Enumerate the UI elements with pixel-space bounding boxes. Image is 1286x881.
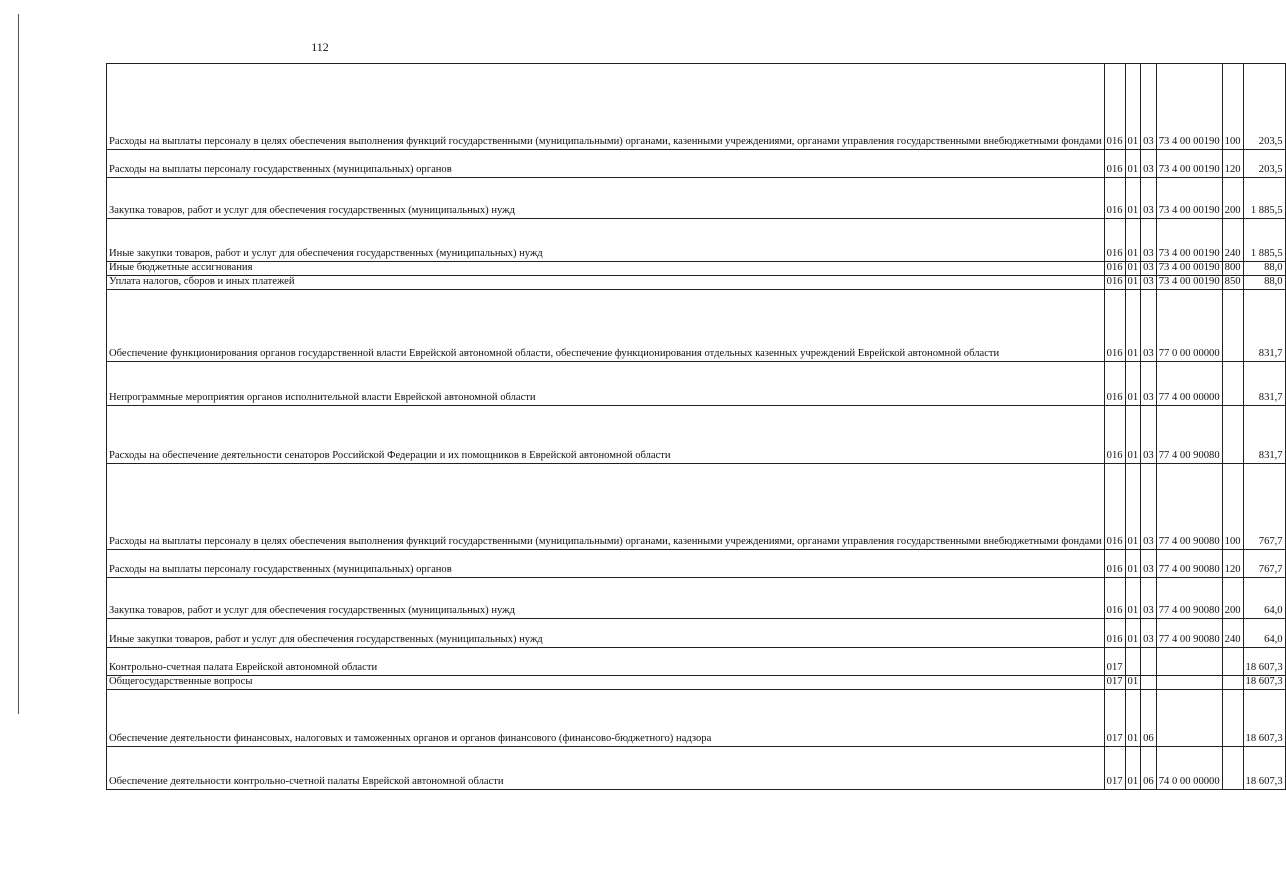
row-subsection-code: 03	[1141, 362, 1157, 406]
row-section-code: 01	[1125, 690, 1141, 747]
row-subsection-code: 03	[1141, 276, 1157, 290]
row-name: Иные бюджетные ассигнования	[107, 262, 1105, 276]
row-target-article-code: 77 4 00 90080	[1156, 464, 1222, 550]
row-name: Расходы на обеспечение деятельности сенаторов Российской Федерации и их помощников в Еврейской автономной области	[107, 406, 1105, 464]
row-target-article-code: 73 4 00 00190	[1156, 219, 1222, 262]
table-row	[107, 550, 1286, 578]
row-target-article-code	[1156, 648, 1222, 676]
row-name: Общегосударственные вопросы	[107, 676, 1105, 690]
row-glava-code: 016	[1104, 464, 1125, 550]
row-glava-code: 016	[1104, 64, 1125, 150]
row-section-code: 01	[1125, 464, 1141, 550]
row-amount: 203,5	[1243, 150, 1285, 178]
row-subsection-code: 06	[1141, 747, 1157, 790]
row-expense-type-code: 100	[1222, 464, 1243, 550]
row-name: Расходы на выплаты персоналу в целях обеспечения выполнения функций государственными (муниципальными) органами, казенными учреждениями, органами управления государственными внебюджетными фондами	[107, 64, 1105, 150]
row-target-article-code: 77 4 00 00000	[1156, 362, 1222, 406]
row-amount: 767,7	[1243, 464, 1285, 550]
row-amount: 18 607,3	[1243, 676, 1285, 690]
table-row	[107, 150, 1286, 178]
row-name: Обеспечение деятельности финансовых, налоговых и таможенных органов и органов финансового (финансово-бюджетного) надзора	[107, 690, 1105, 747]
row-target-article-code: 77 0 00 00000	[1156, 290, 1222, 362]
row-subsection-code: 03	[1141, 619, 1157, 648]
row-subsection-code: 03	[1141, 64, 1157, 150]
row-expense-type-code	[1222, 648, 1243, 676]
row-amount: 831,7	[1243, 406, 1285, 464]
row-subsection-code	[1141, 648, 1157, 676]
row-expense-type-code: 850	[1222, 276, 1243, 290]
page-number: 112	[311, 40, 329, 54]
row-glava-code: 016	[1104, 276, 1125, 290]
row-expense-type-code	[1222, 690, 1243, 747]
row-subsection-code: 03	[1141, 219, 1157, 262]
row-section-code: 01	[1125, 290, 1141, 362]
row-expense-type-code: 120	[1222, 550, 1243, 578]
row-name: Расходы на выплаты персоналу в целях обеспечения выполнения функций государственными (муниципальными) органами, казенными учреждениями, органами управления государственными внебюджетными фондами	[107, 464, 1105, 550]
row-section-code: 01	[1125, 262, 1141, 276]
row-name: Обеспечение деятельности контрольно-счетной палаты Еврейской автономной области	[107, 747, 1105, 790]
row-section-code: 01	[1125, 150, 1141, 178]
table-row	[107, 276, 1286, 290]
row-target-article-code: 73 4 00 00190	[1156, 178, 1222, 219]
row-name: Закупка товаров, работ и услуг для обеспечения государственных (муниципальных) нужд	[107, 578, 1105, 619]
row-glava-code: 016	[1104, 262, 1125, 276]
table-row	[107, 619, 1286, 648]
row-subsection-code: 03	[1141, 464, 1157, 550]
row-section-code: 01	[1125, 619, 1141, 648]
row-section-code: 01	[1125, 64, 1141, 150]
row-glava-code: 016	[1104, 578, 1125, 619]
row-subsection-code: 06	[1141, 690, 1157, 747]
row-expense-type-code	[1222, 362, 1243, 406]
row-target-article-code: 73 4 00 00190	[1156, 150, 1222, 178]
row-expense-type-code	[1222, 290, 1243, 362]
row-subsection-code: 03	[1141, 290, 1157, 362]
row-subsection-code: 03	[1141, 578, 1157, 619]
row-section-code: 01	[1125, 406, 1141, 464]
row-section-code: 01	[1125, 578, 1141, 619]
left-margin-rule	[18, 14, 19, 714]
row-expense-type-code: 200	[1222, 578, 1243, 619]
row-expense-type-code	[1222, 406, 1243, 464]
row-target-article-code: 77 4 00 90080	[1156, 406, 1222, 464]
row-section-code: 01	[1125, 276, 1141, 290]
row-amount: 88,0	[1243, 262, 1285, 276]
row-glava-code: 017	[1104, 690, 1125, 747]
row-expense-type-code: 240	[1222, 219, 1243, 262]
row-subsection-code: 03	[1141, 178, 1157, 219]
row-amount: 1 885,5	[1243, 178, 1285, 219]
row-amount: 831,7	[1243, 362, 1285, 406]
table-row	[107, 178, 1286, 219]
row-section-code: 01	[1125, 362, 1141, 406]
row-target-article-code: 73 4 00 00190	[1156, 64, 1222, 150]
row-subsection-code: 03	[1141, 262, 1157, 276]
row-amount: 18 607,3	[1243, 648, 1285, 676]
table-row	[107, 747, 1286, 790]
row-amount: 18 607,3	[1243, 747, 1285, 790]
row-amount: 1 885,5	[1243, 219, 1285, 262]
row-glava-code: 016	[1104, 219, 1125, 262]
row-expense-type-code	[1222, 676, 1243, 690]
table-row	[107, 262, 1286, 276]
row-amount: 64,0	[1243, 578, 1285, 619]
row-subsection-code: 03	[1141, 550, 1157, 578]
row-name: Обеспечение функционирования органов государственной власти Еврейской автономной области, обеспечение функционирования отдельных казенных учреждений Еврейской автономной области	[107, 290, 1105, 362]
row-target-article-code: 74 0 00 00000	[1156, 747, 1222, 790]
table-row	[107, 290, 1286, 362]
row-glava-code: 016	[1104, 406, 1125, 464]
row-name: Расходы на выплаты персоналу государственных (муниципальных) органов	[107, 150, 1105, 178]
row-subsection-code: 03	[1141, 406, 1157, 464]
row-target-article-code: 77 4 00 90080	[1156, 619, 1222, 648]
row-target-article-code	[1156, 676, 1222, 690]
row-section-code: 01	[1125, 676, 1141, 690]
row-glava-code: 017	[1104, 747, 1125, 790]
row-expense-type-code: 240	[1222, 619, 1243, 648]
table-row	[107, 578, 1286, 619]
row-subsection-code	[1141, 676, 1157, 690]
row-expense-type-code: 200	[1222, 178, 1243, 219]
row-target-article-code: 73 4 00 00190	[1156, 262, 1222, 276]
row-glava-code: 017	[1104, 648, 1125, 676]
budget-table-body	[107, 64, 1286, 790]
table-row	[107, 64, 1286, 150]
row-glava-code: 016	[1104, 550, 1125, 578]
row-target-article-code	[1156, 690, 1222, 747]
row-name: Расходы на выплаты персоналу государственных (муниципальных) органов	[107, 550, 1105, 578]
row-amount: 64,0	[1243, 619, 1285, 648]
table-row	[107, 362, 1286, 406]
row-glava-code: 016	[1104, 362, 1125, 406]
row-amount: 203,5	[1243, 64, 1285, 150]
table-row	[107, 219, 1286, 262]
row-expense-type-code	[1222, 747, 1243, 790]
row-section-code: 01	[1125, 747, 1141, 790]
budget-table	[106, 63, 1286, 790]
row-name: Иные закупки товаров, работ и услуг для обеспечения государственных (муниципальных) нужд	[107, 619, 1105, 648]
row-glava-code: 016	[1104, 178, 1125, 219]
row-glava-code: 016	[1104, 619, 1125, 648]
row-target-article-code: 77 4 00 90080	[1156, 578, 1222, 619]
row-section-code: 01	[1125, 219, 1141, 262]
row-amount: 831,7	[1243, 290, 1285, 362]
row-target-article-code: 73 4 00 00190	[1156, 276, 1222, 290]
row-name: Уплата налогов, сборов и иных платежей	[107, 276, 1105, 290]
row-section-code	[1125, 648, 1141, 676]
row-subsection-code: 03	[1141, 150, 1157, 178]
table-row	[107, 406, 1286, 464]
row-name: Контрольно-счетная палата Еврейской автономной области	[107, 648, 1105, 676]
row-expense-type-code: 100	[1222, 64, 1243, 150]
row-expense-type-code: 800	[1222, 262, 1243, 276]
table-row	[107, 648, 1286, 676]
row-glava-code: 017	[1104, 676, 1125, 690]
table-row	[107, 676, 1286, 690]
row-expense-type-code: 120	[1222, 150, 1243, 178]
table-row	[107, 464, 1286, 550]
row-glava-code: 016	[1104, 150, 1125, 178]
row-name: Непрограммные мероприятия органов исполнительной власти Еврейской автономной области	[107, 362, 1105, 406]
row-name: Закупка товаров, работ и услуг для обеспечения государственных (муниципальных) нужд	[107, 178, 1105, 219]
table-row	[107, 690, 1286, 747]
row-section-code: 01	[1125, 178, 1141, 219]
row-target-article-code: 77 4 00 90080	[1156, 550, 1222, 578]
row-glava-code: 016	[1104, 290, 1125, 362]
row-amount: 18 607,3	[1243, 690, 1285, 747]
row-amount: 767,7	[1243, 550, 1285, 578]
row-name: Иные закупки товаров, работ и услуг для обеспечения государственных (муниципальных) нужд	[107, 219, 1105, 262]
row-section-code: 01	[1125, 550, 1141, 578]
row-amount: 88,0	[1243, 276, 1285, 290]
